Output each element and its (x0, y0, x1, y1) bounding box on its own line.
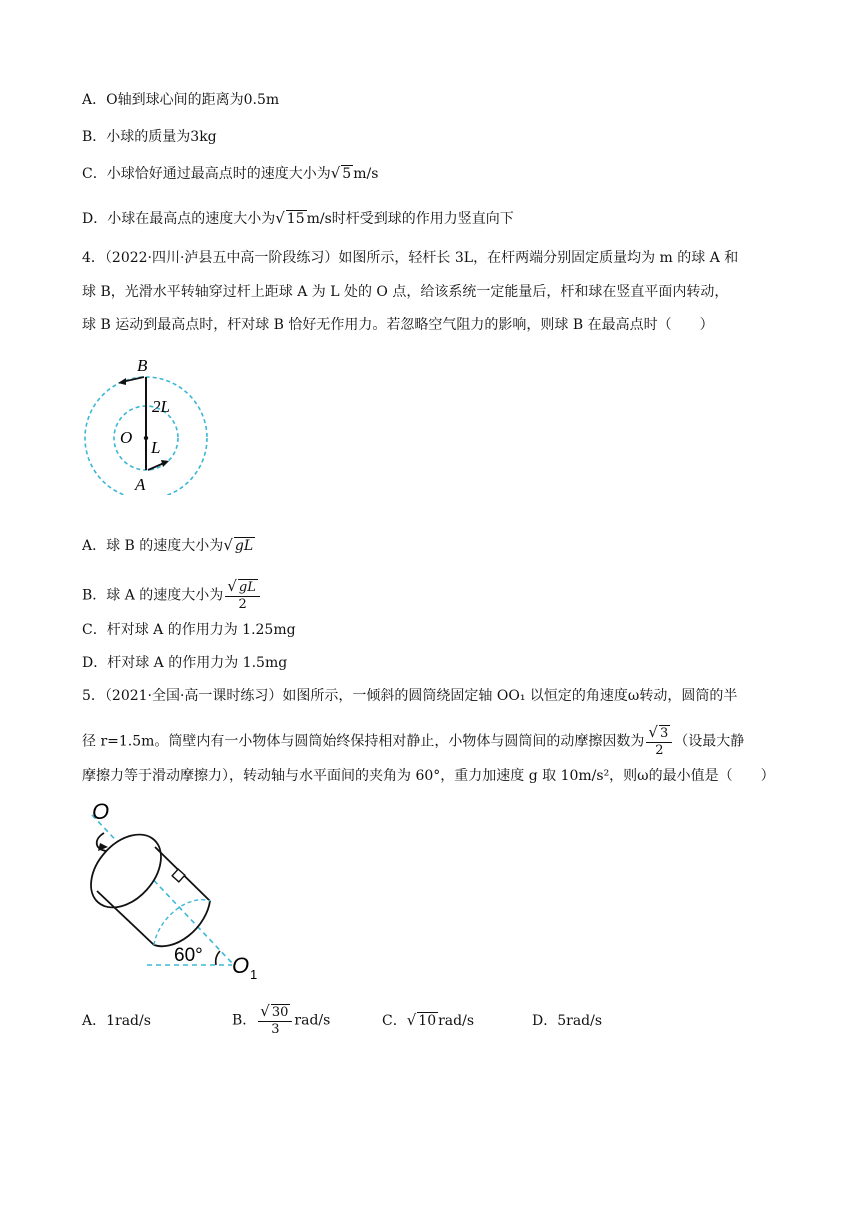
q5-option-b-label: B． (232, 1012, 257, 1029)
q5-option-b (232, 1003, 330, 1038)
angle-arc (216, 951, 220, 965)
velocity-a-arrow (148, 463, 164, 470)
q5-option-b-denominator: 3 (271, 1022, 280, 1037)
sqrt-sign: √ (227, 577, 237, 595)
q5-fraction-numerator: 3 (659, 726, 669, 741)
label-b: B (137, 356, 148, 375)
q3-option-c-radicand: 5 (342, 166, 352, 182)
velocity-b-arrowhead (118, 378, 126, 385)
q4-option-a-radicand: gL (234, 538, 254, 554)
label-l: L (151, 438, 161, 457)
q4-stem-line3: 球 B 运动到最高点时，杆对球 B 恰好无作用力。若忽略空气阻力的影响，则球 B 在最高点时（ ） (82, 317, 714, 333)
q4-stem-line1: 4．（2022·四川·泸县五中高一阶段练习）如图所示，轻杆长 3L，在杆两端分别固定质量均为 m 的球 A 和 (82, 250, 739, 266)
q4-option-a-text: A．球 B 的速度大小为 (82, 538, 224, 554)
q3-option-d (82, 208, 514, 229)
small-object (172, 869, 185, 882)
q4-option-a (82, 535, 255, 556)
q5-option-c-radicand: 10 (418, 1013, 437, 1029)
q4-stem-line2: 球 B，光滑水平转轴穿过杆上距球 A 为 L 处的 O 点，给该系统一定能量后，杆和球在竖直平面内转动， (82, 284, 729, 300)
q4-option-b (82, 578, 262, 613)
q3-option-b: B．小球的质量为3kg (82, 129, 217, 145)
q5-option-d: D．5rad/s (532, 1013, 603, 1029)
q5-stem-line2-text: 径 r=1.5m。筒壁内有一小物体与圆筒始终保持相对静止，小物体与圆筒间的动摩擦因数为 (82, 733, 645, 750)
q5-option-c (382, 1010, 474, 1030)
q3-option-d-rest: m/s时杆受到球的作用力竖直向下 (306, 211, 514, 227)
q5-figure (82, 795, 282, 985)
label-angle: 60° (174, 945, 203, 966)
label-o: O (120, 428, 133, 447)
q3-option-d-radicand: 15 (286, 211, 305, 227)
sqrt-sign: √ (648, 723, 658, 741)
q3-option-c-text: C．小球恰好通过最高点时的速度大小为 (82, 166, 331, 182)
q4-option-b-text: B．球 A 的速度大小为 (82, 587, 224, 604)
q5-stem-line2 (82, 724, 744, 759)
q5-stem-line2-rest: （设最大静 (674, 733, 745, 750)
sqrt-sign: √ (330, 164, 341, 182)
q5-option-c-label: C． (382, 1013, 407, 1029)
q5-option-b-fraction (258, 1003, 292, 1038)
q5-option-b-numerator: 30 (271, 1005, 289, 1020)
label-o1-subscript: 1 (250, 967, 258, 982)
q4-option-b-fraction (225, 578, 260, 613)
q3-option-c (82, 163, 378, 184)
cylinder-top-end (82, 821, 175, 921)
q3-option-d-text: D．小球在最高点的速度大小为 (82, 211, 276, 227)
velocity-a-arrowhead (161, 460, 169, 467)
q3-option-c-unit: m/s (353, 166, 379, 182)
q4-option-b-numerator: gL (238, 580, 256, 595)
sqrt-sign: √ (406, 1011, 417, 1029)
sqrt-sign: √ (223, 536, 233, 554)
q5-option-a: A．1rad/s (82, 1013, 151, 1029)
q4-option-b-denominator: 2 (238, 597, 247, 612)
label-2l: 2L (152, 397, 170, 416)
pivot-o (144, 436, 148, 440)
q4-option-d: D．杆对球 A 的作用力为 1.5mg (82, 655, 288, 671)
label-o: O (92, 799, 110, 824)
q4-figure (82, 350, 217, 495)
sqrt-sign: √ (260, 1002, 270, 1020)
q5-friction-fraction (646, 724, 672, 759)
q5-option-c-unit: rad/s (438, 1013, 475, 1029)
label-o1: O (232, 953, 250, 978)
label-a: A (135, 475, 146, 494)
sqrt-sign: √ (275, 209, 285, 227)
q5-option-b-unit: rad/s (294, 1012, 331, 1029)
q5-stem-line1: 5．（2021·全国·高一课时练习）如图所示，一倾斜的圆筒绕固定轴 OO₁ 以恒定的角速度ω转动，圆筒的半 (82, 688, 738, 704)
q3-option-a: A．O轴到球心间的距离为0.5m (82, 92, 280, 108)
q5-fraction-denominator: 2 (655, 743, 664, 758)
q4-option-c: C．杆对球 A 的作用力为 1.25mg (82, 622, 296, 638)
q5-stem-line3: 摩擦力等于滑动摩擦力），转动轴与水平面间的夹角为 60°，重力加速度 g 取 10m/s²，则ω的最小值是（ ） (82, 768, 775, 784)
